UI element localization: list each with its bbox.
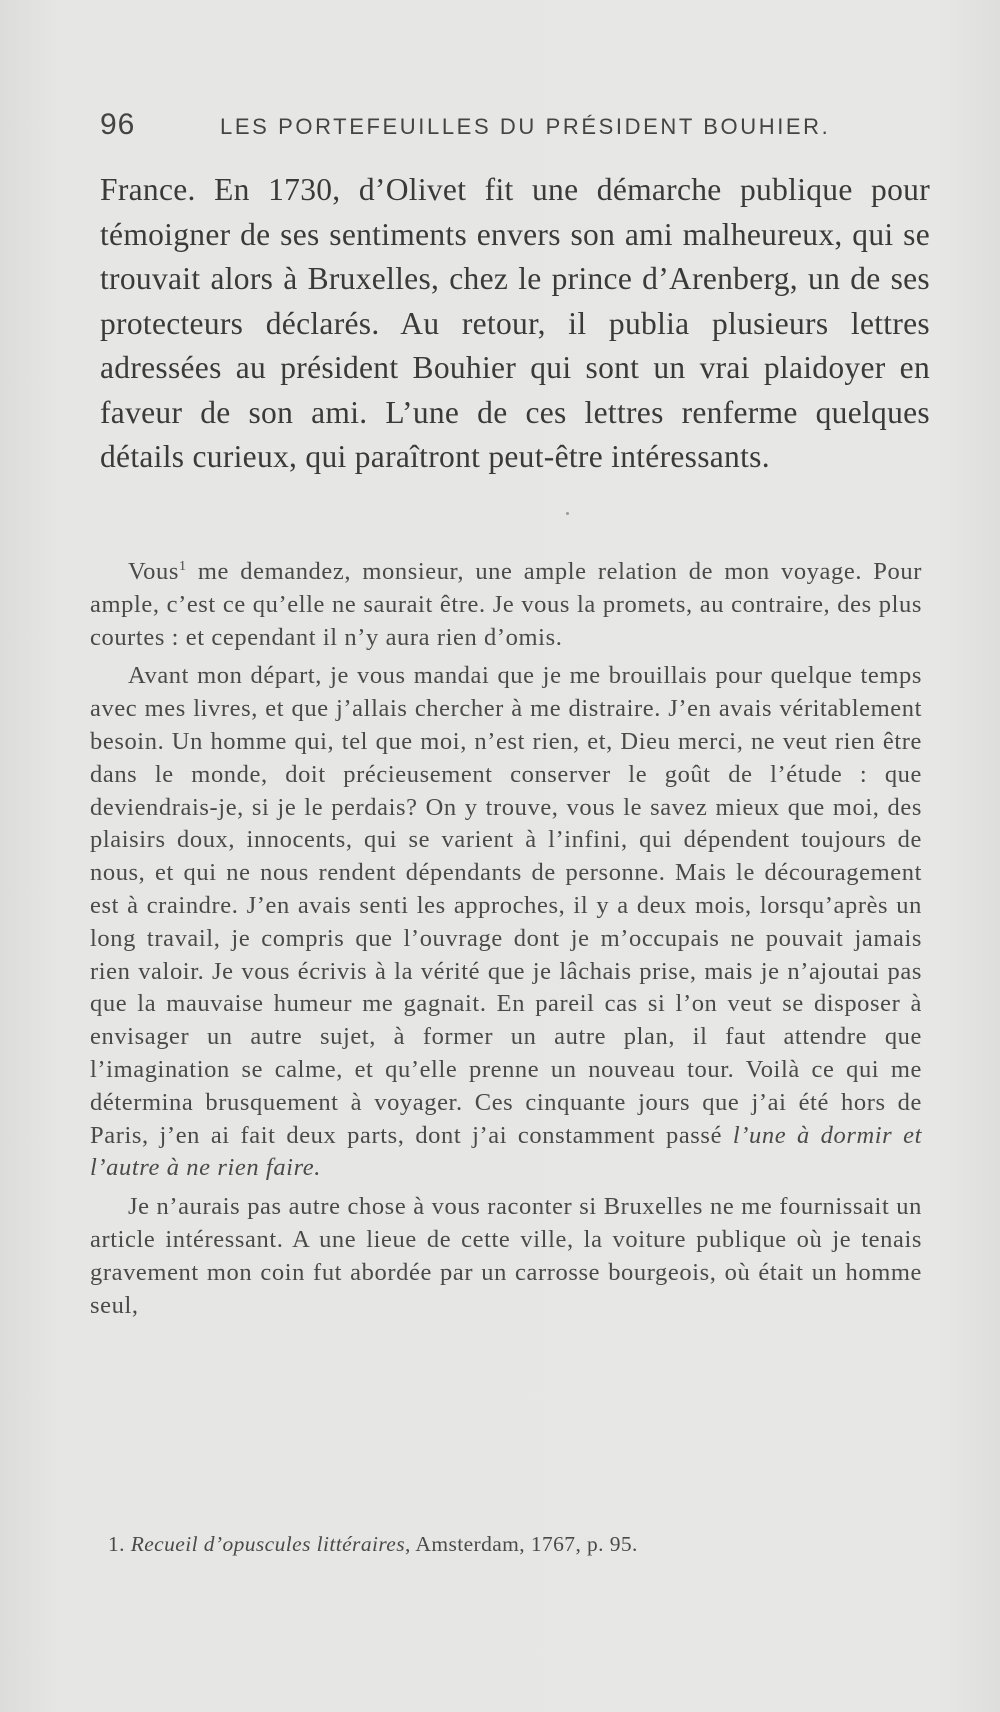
running-title: LES PORTEFEUILLES DU PRÉSIDENT BOUHIER. [220, 114, 831, 139]
letter-paragraph-3 [90, 1191, 922, 1322]
letter-paragraph-1 [90, 556, 922, 654]
footnote-number: 1. [108, 1532, 131, 1556]
letter-p3-text: Je n’aurais pas autre chose à vous raconter si Bruxelles ne me fournissait un article intéressant. A une lieue de cette ville, la voiture publique où je tenais gravement mon coin fut abordée par un carrosse bourgeois, où était un homme seul, [90, 1193, 922, 1319]
page-number: 96 [100, 108, 136, 141]
letter-p2-text: Avant mon départ, je vous mandai que je me brouillais pour quelque temps avec mes livres, et que j’allais chercher à me distraire. J’en avais véritablement besoin. Un homme qui, tel que moi, n’est rien, et, Dieu merci, ne veut rien être dans le monde, doit précieusement conserver le goût de l’étude : que deviendrais-je, si je le perdais? On y trouve, vous le savez mieux que moi, des plaisirs doux, innocents, qui se varient à l’infini, qui dépendent toujours de nous, et qui ne nous rendent dépendants de personne. Mais le découragement est à craindre. J’en avais senti les approches, il y a deux mois, lorsqu’après un long travail, je compris que l’ouvrage dont je m’occupais ne pouvait jamais rien valoir. Je vous écrivis à la vérité que je lâchais prise, mais je n’ajoutai pas que la mauvaise humeur me gagnait. En pareil cas si l’on veut se disposer à envisager un autre sujet, à former un autre plan, il faut attendre que l’imagination se calme, et qu’elle prenne un nouveau tour. Voilà ce qui me détermina brusquement à voyager. Ces cinquante jours que j’ai été hors de Paris, j’en ai fait deux parts, dont j’ai constamment passé [90, 662, 922, 1149]
letter-p1-rest: me demandez, monsieur, une ample relation de mon voyage. Pour ample, c’est ce qu’elle ne saurait être. Je vous la promets, au contraire, des plus courtes : et cependant il n’y aura rien d’omis. [90, 558, 922, 651]
footnote-rest: , Amsterdam, 1767, p. 95. [405, 1532, 638, 1556]
letter-p1-start: Vous [128, 558, 179, 585]
paper-speck [566, 512, 569, 515]
intro-paragraph [100, 168, 930, 480]
footnote [108, 1530, 928, 1558]
page-header [100, 108, 930, 148]
quoted-letter [90, 556, 922, 1322]
letter-paragraph-2 [90, 660, 922, 1185]
intro-text: France. En 1730, d’Olivet fit une démarche publique pour témoigner de ses sentiments envers son ami malheureux, qui se trouvait alors à Bruxelles, chez le prince d’Arenberg, un de ses protecteurs déclarés. Au retour, il publia plusieurs lettres adressées au président Bouhier qui sont un vrai plaidoyer en faveur de son ami. L’une de ces lettres renferme quelques détails curieux, qui paraîtront peut-être intéressants. [100, 172, 930, 474]
letter-p2-italic: l’une à dormir et l’autre à ne rien faire. [90, 1121, 922, 1182]
footnote-title: Recueil d’opuscules littéraires [130, 1532, 406, 1556]
footnote-ref: 1 [178, 558, 187, 574]
